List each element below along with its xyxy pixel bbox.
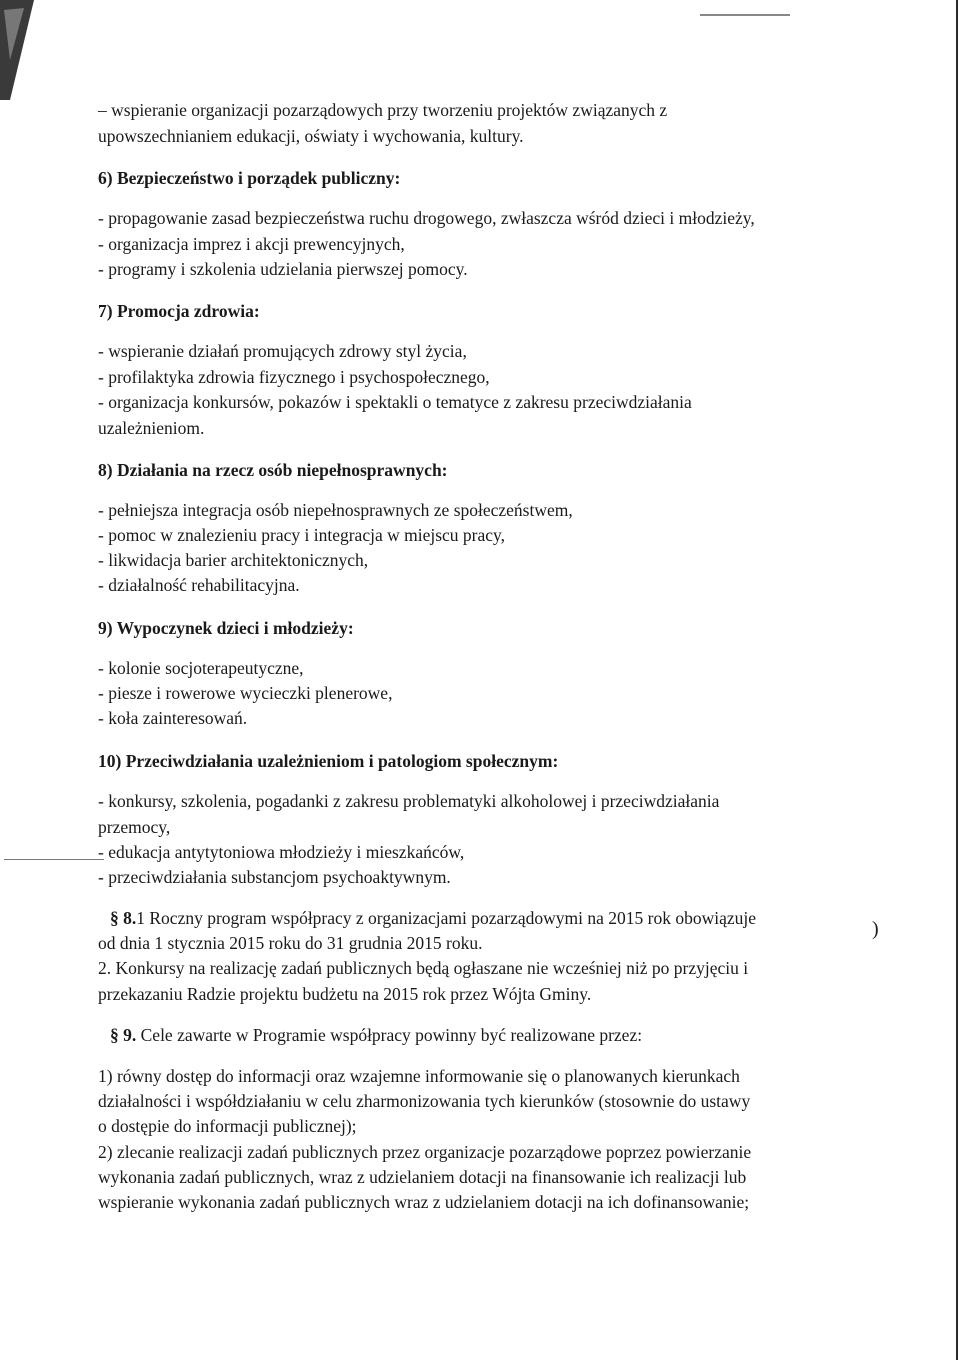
section-6-item: - propagowanie zasad bezpieczeństwa ruchu drogowego, zwłaszcza wśród dzieci i młodzieży, <box>98 208 755 228</box>
paragraph-9-line-1 <box>110 1024 642 1046</box>
section-7-item: - profilaktyka zdrowia fizycznego i psychospołecznego, <box>98 367 490 387</box>
section-9-item: - piesze i rowerowe wycieczki plenerowe, <box>98 683 393 703</box>
section-10-item: - przeciwdziałania substancjom psychoaktywnym. <box>98 867 451 887</box>
section-8-item: - pomoc w znalezieniu pracy i integracja w miejscu pracy, <box>98 525 506 545</box>
scan-smudge <box>700 14 790 16</box>
section-9-heading: 9) Wypoczynek dzieci i młodzieży: <box>98 618 354 638</box>
section-7-item: uzależnieniom. <box>98 418 205 438</box>
paragraph-9-item: 2) zlecanie realizacji zadań publicznych przez organizacje pozarządowe poprzez powierzanie <box>98 1142 752 1162</box>
section-8-item: - likwidacja barier architektonicznych, <box>98 550 369 570</box>
paragraph-9-item: wspieranie wykonania zadań publicznych wraz z udzielaniem dotacji na ich dofinansowanie; <box>98 1192 750 1212</box>
paragraph-9-item: wykonania zadań publicznych, wraz z udzielaniem dotacji na finansowanie ich realizacji lub <box>98 1167 747 1187</box>
section-7-item: - organizacja konkursów, pokazów i spektakli o tematyce z zakresu przeciwdziałania <box>98 392 692 412</box>
section-10-heading: 10) Przeciwdziałania uzależnieniom i patologiom społecznym: <box>98 751 559 771</box>
section-8-item: - pełniejsza integracja osób niepełnosprawnych ze społeczeństwem, <box>98 500 573 520</box>
paragraph-8-line-1 <box>110 907 756 929</box>
section-9-item: - kolonie socjoterapeutyczne, <box>98 658 304 678</box>
scan-corner-mark <box>0 0 34 100</box>
intro-line-1: – wspieranie organizacji pozarządowych przy tworzeniu projektów związanych z <box>98 100 668 120</box>
scan-edge-line <box>956 0 958 1360</box>
section-9-item: - koła zainteresowań. <box>98 708 248 728</box>
section-6-item: - programy i szkolenia udzielania pierwszej pomocy. <box>98 259 468 279</box>
scan-stray-line <box>4 859 104 860</box>
paragraph-8-line-3: 2. Konkursy na realizację zadań publicznych będą ogłaszane nie wcześniej niż po przyjęciu i <box>98 958 749 978</box>
section-8-item: - działalność rehabilitacyjna. <box>98 575 300 595</box>
margin-mark: ) <box>872 918 879 940</box>
section-6-heading: 6) Bezpieczeństwo i porządek publiczny: <box>98 168 401 188</box>
paragraph-8-line-4: przekazaniu Radzie projektu budżetu na 2015 rok przez Wójta Gminy. <box>98 984 592 1004</box>
section-10-item: - konkursy, szkolenia, pogadanki z zakresu problematyki alkoholowej i przeciwdziałania <box>98 791 720 811</box>
section-8-heading: 8) Działania na rzecz osób niepełnosprawnych: <box>98 460 448 480</box>
section-7-heading: 7) Promocja zdrowia: <box>98 301 260 321</box>
section-7-item: - wspieranie działań promujących zdrowy styl życia, <box>98 341 467 361</box>
paragraph-9-item: działalności i współdziałaniu w celu zharmonizowania tych kierunków (stosownie do ustawy <box>98 1091 751 1111</box>
paragraph-8-text: 1 Roczny program współpracy z organizacjami pozarządowymi na 2015 rok obowiązuje <box>136 908 756 928</box>
intro-line-2: upowszechnianiem edukacji, oświaty i wychowania, kultury. <box>98 126 524 146</box>
paragraph-9-symbol: § 9. <box>110 1025 137 1045</box>
paragraph-9-item: 1) równy dostęp do informacji oraz wzajemne informowanie się o planowanych kierunkach <box>98 1066 740 1086</box>
paragraph-8-line-2: od dnia 1 stycznia 2015 roku do 31 grudnia 2015 roku. <box>98 933 483 953</box>
section-6-item: - organizacja imprez i akcji prewencyjnych, <box>98 234 405 254</box>
paragraph-9-item: o dostępie do informacji publicznej); <box>98 1116 357 1136</box>
paragraph-8-symbol: § 8. <box>110 908 137 928</box>
section-10-item: przemocy, <box>98 817 171 837</box>
paragraph-9-text: Cele zawarte w Programie współpracy powinny być realizowane przez: <box>140 1025 643 1045</box>
section-10-item: - edukacja antytytoniowa młodzieży i mieszkańców, <box>98 842 465 862</box>
